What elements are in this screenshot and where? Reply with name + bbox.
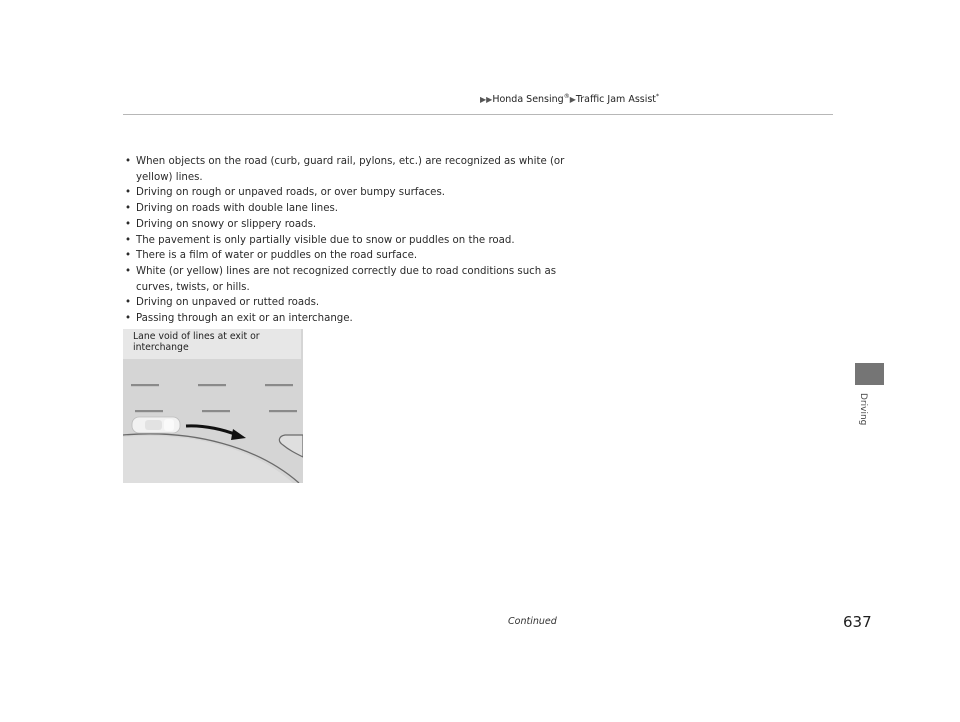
condition-list [125,154,575,327]
page-number: 637 [843,613,872,631]
bullet-icon: • [125,203,132,215]
chapter-tab [855,363,884,385]
list-item: • Driving on roads with double lane lines. [125,201,575,217]
registered-mark: ® [563,93,570,100]
arrow-icon: ▶ [569,95,576,105]
lane-dash [135,410,163,412]
lane-dash [198,384,226,386]
header-section: Honda Sensing [492,94,564,106]
footnote-mark: * [656,93,660,100]
figure-caption: Lane void of lines at exit or interchange [123,329,301,359]
list-item: • Passing through an exit or an interchange. [125,311,575,327]
chapter-label: Driving [858,393,868,426]
lane-dash [269,410,297,412]
bullet-icon: • [125,234,132,246]
list-item: • When objects on the road (curb, guard rail, pylons, etc.) are recognized as white (or yellow) lines. [125,156,565,183]
list-item: • Driving on snowy or slippery roads. [125,217,575,233]
list-item: • Driving on rough or unpaved roads, or over bumpy surfaces. [125,185,575,201]
running-header [480,93,833,105]
bullet-icon: • [125,313,132,325]
bullet-icon: • [125,250,132,262]
bullet-icon: • [125,265,132,277]
bullet-icon: • [125,297,132,309]
header-divider [123,114,833,115]
bullet-icon: • [125,156,132,167]
list-item: • There is a film of water or puddles on the road surface. [125,248,575,264]
bullet-icon: • [125,187,132,199]
lane-dash [131,384,159,386]
car-icon [132,417,180,433]
lane-dash [265,384,293,386]
arrow-icon: ▶▶ [480,95,493,105]
bullet-icon: • [125,218,132,230]
header-subsection: Traffic Jam Assist [575,94,657,106]
list-item: • Driving on unpaved or rutted roads. [125,295,575,311]
continued-label: Continued [508,616,557,627]
list-item: • The pavement is only partially visible due to snow or puddles on the road. [125,233,575,249]
lane-dash [202,410,230,412]
list-item: • White (or yellow) lines are not recognized correctly due to road conditions such as curves, twists, or hills. [125,265,557,293]
